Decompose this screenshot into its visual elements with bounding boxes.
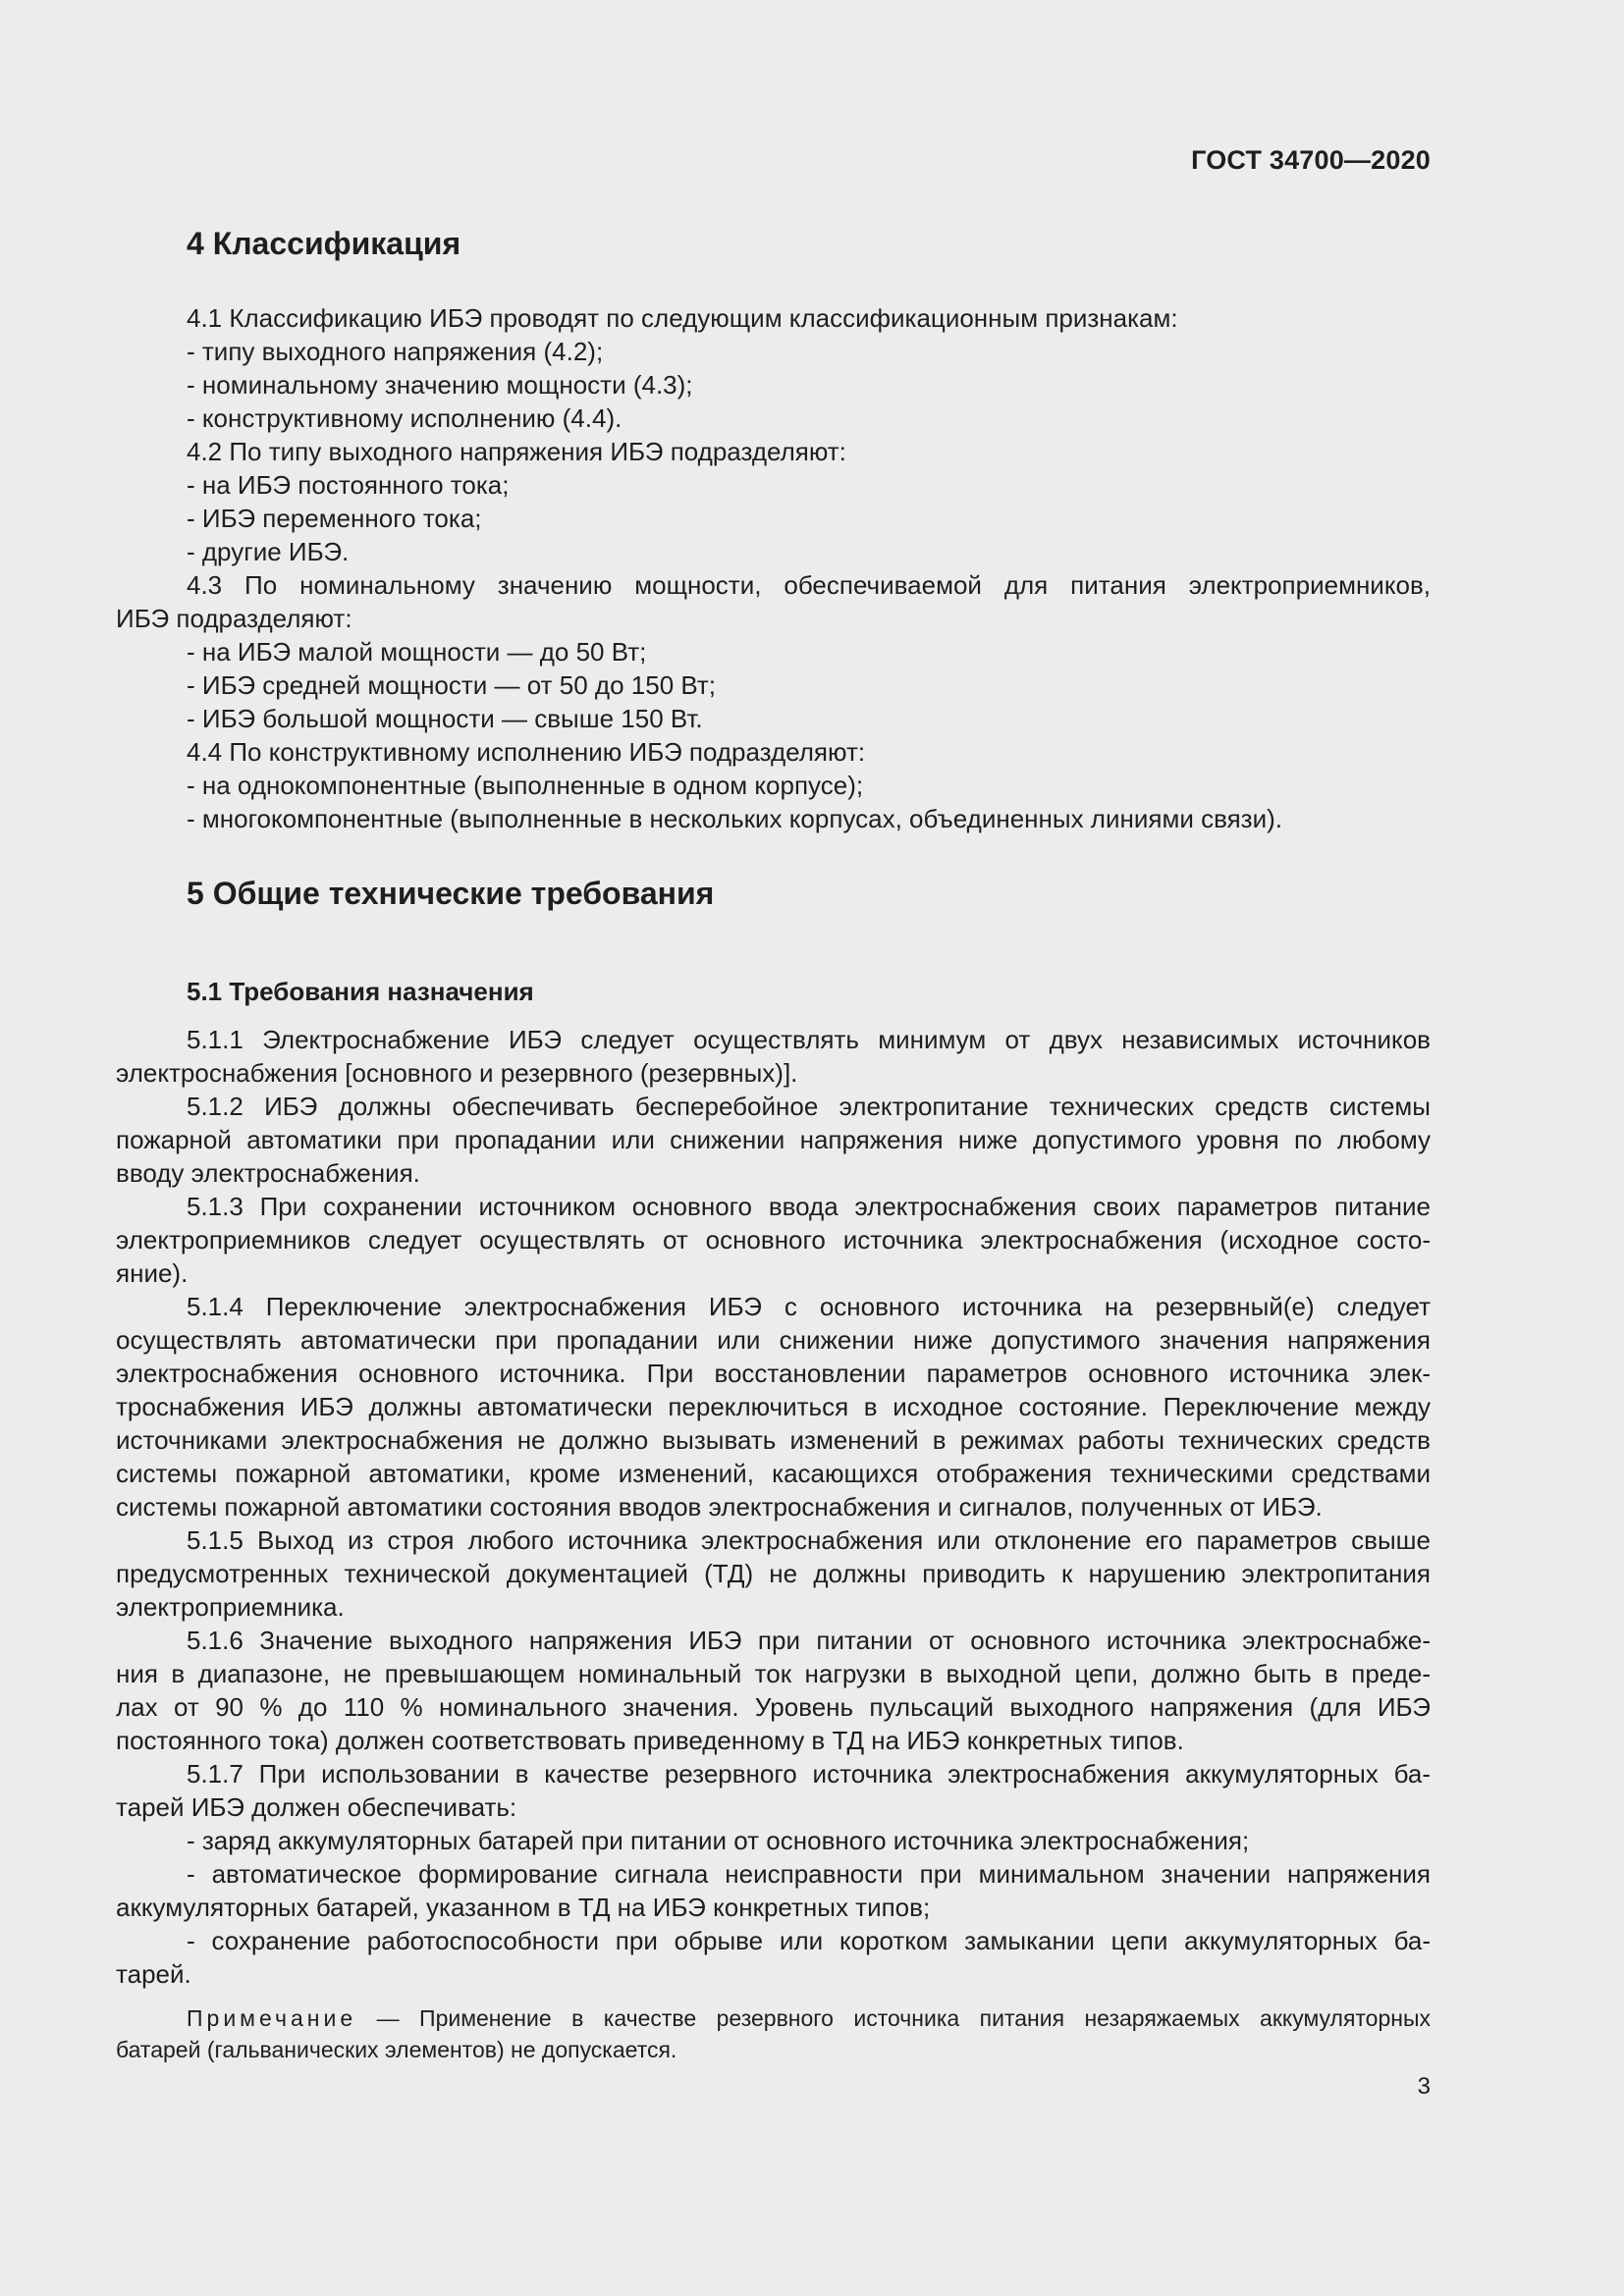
section-5-body	[116, 1023, 1431, 1991]
paragraph-line: 5.1.2 ИБЭ должны обеспечивать бесперебойное электропитание технических средств системы	[187, 1092, 1431, 1121]
paragraph-line: 5.1.4 Переключение электроснабжения ИБЭ с основного источника на резервный(е) следует	[187, 1292, 1431, 1321]
list-item: - ИБЭ большой мощности — свыше 150 Вт.	[187, 704, 703, 733]
list-item: - автоматическое формирование сигнала неисправности при минимальном значении напряжения	[187, 1859, 1431, 1889]
paragraph-line: электроприемников следует осуществлять от основного источника электроснабжения (исходное состо-	[116, 1225, 1431, 1255]
note-line: батарей (гальванических элементов) не допускается.	[116, 2037, 677, 2062]
paragraph-line: пожарной автоматики при пропадании или снижении напряжения ниже допустимого уровня по любому	[116, 1125, 1431, 1154]
list-item: - сохранение работоспособности при обрыве или коротком замыкании цепи аккумуляторных ба-	[187, 1926, 1431, 1955]
note-text: — Применение в качестве резервного источника питания незаряжаемых аккумуляторных	[356, 2005, 1431, 2031]
paragraph-line: источниками электроснабжения не должно вызывать изменений в режимах работы технических средств	[116, 1425, 1431, 1455]
paragraph-line: 5.1.7 При использовании в качестве резервного источника электроснабжения аккумуляторных ба-	[187, 1759, 1431, 1789]
paragraph-line: ИБЭ подразделяют:	[116, 604, 352, 633]
note-line	[116, 2002, 1431, 2034]
paragraph-line: троснабжения ИБЭ должны автоматически переключиться в исходное состояние. Переключение между	[116, 1392, 1431, 1421]
list-item: - номинальному значению мощности (4.3);	[187, 370, 693, 400]
paragraph-line: 4.2 По типу выходного напряжения ИБЭ подразделяют:	[187, 437, 846, 466]
paragraph-line: постоянного тока) должен соответствовать приведенному в ТД на ИБЭ конкретных типов.	[116, 1726, 1184, 1755]
list-item: - типу выходного напряжения (4.2);	[187, 337, 604, 366]
list-item: - на ИБЭ постоянного тока;	[187, 470, 510, 500]
paragraph-line: 5.1.5 Выход из строя любого источника электроснабжения или отклонение его параметров свыше	[187, 1525, 1431, 1555]
paragraph-line: лах от 90 % до 110 % номинального значения. Уровень пульсаций выходного напряжения (для ИБЭ	[116, 1692, 1431, 1722]
paragraph-line: 4.1 Классификацию ИБЭ проводят по следующим классификационным признакам:	[187, 303, 1178, 333]
paragraph-line: 4.3 По номинальному значению мощности, обеспечиваемой для питания электроприемников,	[187, 570, 1431, 600]
list-item: - ИБЭ переменного тока;	[187, 504, 482, 533]
paragraph-line: 5.1.3 При сохранении источником основного ввода электроснабжения своих параметров питание	[187, 1192, 1431, 1221]
paragraph-line: электроснабжения [основного и резервного (резервных)].	[116, 1058, 798, 1088]
paragraph-line: тарей ИБЭ должен обеспечивать:	[116, 1792, 517, 1822]
paragraph-line: электроприемника.	[116, 1592, 345, 1622]
paragraph-line: электроснабжения основного источника. При восстановлении параметров основного источника элек-	[116, 1359, 1431, 1388]
note	[116, 2002, 1431, 2065]
list-item: - многокомпонентные (выполненные в нескольких корпусах, объединенных линиями связи).	[187, 804, 1283, 833]
list-item: - ИБЭ средней мощности — от 50 до 150 Вт;	[187, 670, 716, 700]
subsection-5-1-title: 5.1 Требования назначения	[187, 977, 534, 1006]
paragraph-line: системы пожарной автоматики, кроме изменений, касающихся отображения техническими средствами	[116, 1459, 1431, 1488]
paragraph-line: системы пожарной автоматики состояния вводов электроснабжения и сигналов, полученных от ИБЭ.	[116, 1492, 1323, 1522]
section-4-title: 4 Классификация	[187, 226, 461, 261]
note-label: Примечание	[187, 2005, 357, 2031]
paragraph-line: тарей.	[116, 1959, 191, 1989]
page-number: 3	[1417, 2073, 1431, 2100]
section-4-body	[116, 301, 1431, 835]
paragraph-line: вводу электроснабжения.	[116, 1158, 420, 1188]
list-item: - другие ИБЭ.	[187, 537, 350, 566]
paragraph-line: яние).	[116, 1258, 189, 1288]
paragraph-line: 4.4 По конструктивному исполнению ИБЭ подразделяют:	[187, 737, 866, 767]
list-item: - конструктивному исполнению (4.4).	[187, 403, 623, 433]
list-item: - заряд аккумуляторных батарей при питании от основного источника электроснабжения;	[187, 1826, 1250, 1855]
paragraph-line: предусмотренных технической документацией (ТД) не должны приводить к нарушению электропитания	[116, 1559, 1431, 1588]
paragraph-line: осуществлять автоматически при пропадании или снижении ниже допустимого значения напряжения	[116, 1325, 1431, 1355]
paragraph-line: аккумуляторных батарей, указанном в ТД на ИБЭ конкретных типов;	[116, 1893, 931, 1922]
list-item: - на ИБЭ малой мощности — до 50 Вт;	[187, 637, 647, 667]
list-item: - на однокомпонентные (выполненные в одном корпусе);	[187, 771, 864, 800]
section-5-title: 5 Общие технические требования	[187, 876, 715, 911]
document-page	[116, 0, 1431, 2296]
document-code: ГОСТ 34700—2020	[1191, 145, 1431, 175]
paragraph-line: 5.1.6 Значение выходного напряжения ИБЭ при питании от основного источника электроснабже-	[187, 1626, 1431, 1655]
paragraph-line: 5.1.1 Электроснабжение ИБЭ следует осуществлять минимум от двух независимых источников	[187, 1025, 1431, 1054]
paragraph-line: ния в диапазоне, не превышающем номинальный ток нагрузки в выходной цепи, должно быть в преде-	[116, 1659, 1431, 1688]
